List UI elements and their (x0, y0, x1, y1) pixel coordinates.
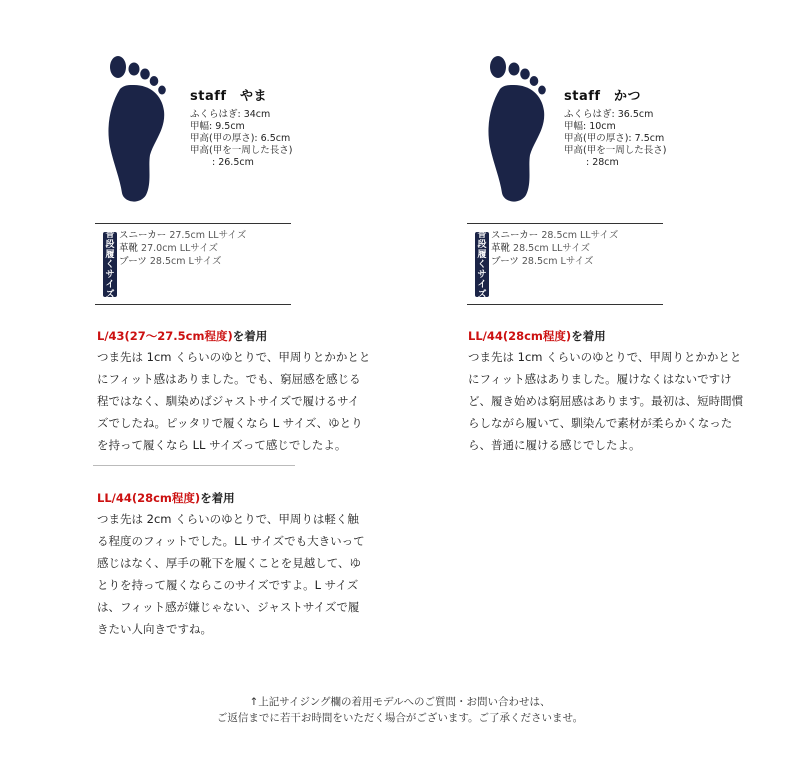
review-text: つま先は 1cm くらいのゆとりで、甲周りとかかとと にフィット感はありました。でも、窮屈感を感じる 程ではなく、馴染めばジャストサイズで履けるサイ ズでしたね。ピッタリで履くなら L サイズ、ゆとり を持って履くなら LL サイズって感じでしたよ。 (97, 350, 371, 452)
review-text: つま先は 1cm くらいのゆとりで、甲周りとかかとと にフィット感はありました。履けなくはないですけ ど、履き始めは窮屈感はあります。最初は、短時間慣 らしながら履いて、馴染んで素材が柔らかくなった ら、普通に履ける感じでしたよ。 (468, 350, 744, 452)
footer-line: ご返信までに若干お時間をいただく場合がございます。ご了承くださいませ。 (216, 712, 584, 724)
measurement-instep-girth-label: 甲高(甲を一周した長さ) (564, 145, 667, 156)
size-boots: ブーツ 28.5cm Lサイズ (119, 256, 222, 267)
size-list (491, 229, 618, 268)
usual-size-badge: 普 段 履 く サ イ ズ (475, 232, 489, 297)
footer-note (0, 694, 800, 726)
measurement-instep-height: 甲高(甲の厚さ): 6.5cm (190, 133, 291, 144)
foot-icon (480, 55, 560, 205)
size-boots: ブーツ 28.5cm Lサイズ (491, 256, 594, 267)
size-list (119, 229, 246, 268)
measurement-list (190, 109, 292, 169)
usual-size-badge: 普 段 履 く サ イ ズ (103, 232, 117, 297)
measurement-list (564, 109, 666, 169)
measurement-width: 甲幅: 9.5cm (190, 121, 245, 132)
measurement-instep-girth-value: : 28cm (586, 157, 619, 168)
review-heading: L/43(27～27.5cm程度)を着用 (97, 329, 268, 343)
staff-name: staff やま (190, 89, 268, 104)
size-sneaker: スニーカー 27.5cm LLサイズ (119, 230, 247, 241)
size-leather-shoes: 革靴 27.0cm LLサイズ (119, 243, 219, 254)
measurement-calf: ふくらはぎ: 34cm (190, 109, 271, 120)
measurement-instep-girth-label: 甲高(甲を一周した長さ) (190, 145, 293, 156)
measurement-instep-height: 甲高(甲の厚さ): 7.5cm (564, 133, 665, 144)
size-sneaker: スニーカー 28.5cm LLサイズ (491, 230, 619, 241)
measurement-width: 甲幅: 10cm (564, 121, 616, 132)
review-text: つま先は 2cm くらいのゆとりで、甲周りは軽く触 る程度のフィットでした。LL サイズでも大きいって 感じはなく、厚手の靴下を履くことを見越して、ゆ とりを持って履くならこのサイズですよ。L サイズ は、フィット感が嫌じゃない、ジャストサイズで履 きたい人向きですね。 (97, 512, 365, 636)
foot-icon (100, 55, 180, 205)
measurement-instep-girth-value: : 26.5cm (212, 157, 254, 168)
size-leather-shoes: 革靴 28.5cm LLサイズ (491, 243, 591, 254)
review-heading: LL/44(28cm程度)を着用 (468, 329, 606, 343)
staff-name: staff かつ (564, 89, 642, 104)
footer-line: ↑上記サイジング欄の着用モデルへのご質問・お問い合わせは、 (249, 696, 551, 708)
review-heading: LL/44(28cm程度)を着用 (97, 491, 235, 505)
review-divider (93, 465, 295, 466)
usual-size-box (467, 223, 663, 305)
usual-size-box (95, 223, 291, 305)
measurement-calf: ふくらはぎ: 36.5cm (564, 109, 654, 120)
